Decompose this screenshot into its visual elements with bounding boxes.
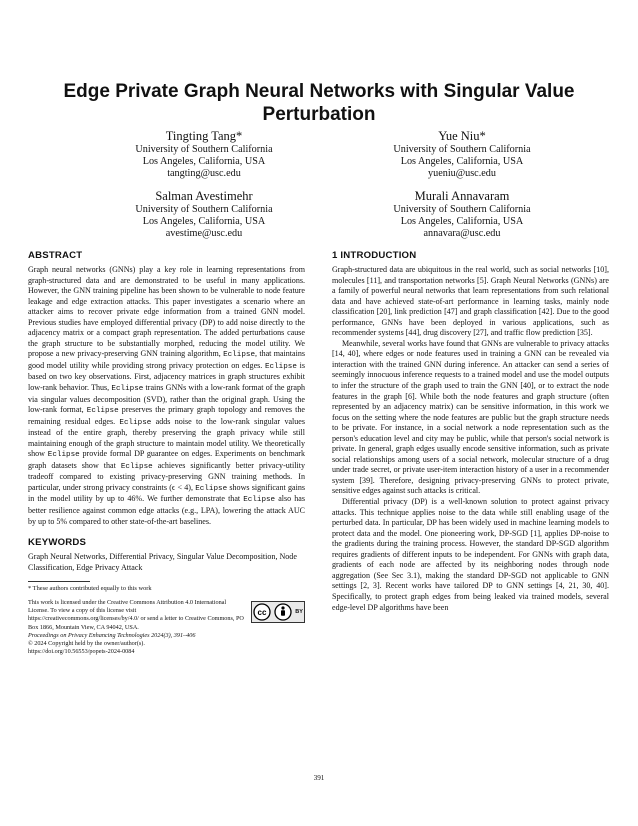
cc-by-license-badge [251, 601, 305, 623]
author-location: Los Angeles, California, USA [142, 216, 266, 228]
footnote: * These authors contributed equally to this work [28, 585, 152, 593]
paper-title: Edge Private Graph Neural Networks with Singular Value Perturbation [63, 81, 575, 125]
cc-icon [253, 603, 271, 621]
person-icon [274, 603, 292, 621]
license-block [28, 599, 305, 656]
author-block [84, 128, 324, 181]
introduction-heading: 1 INTRODUCTION [332, 250, 417, 261]
author-name: Murali Annavaram [414, 189, 510, 203]
author-affiliation: University of Southern California [393, 144, 531, 155]
left-column [28, 250, 305, 656]
author-block [342, 188, 582, 241]
svg-text:cc: cc [257, 608, 267, 618]
doi-link[interactable]: https://doi.org/10.56553/popets-2024-0084 [28, 647, 135, 655]
footnote-divider [28, 581, 90, 582]
author-location: Los Angeles, California, USA [142, 156, 266, 168]
author-location: Los Angeles, California, USA [400, 216, 524, 228]
license-text: This work is licensed under the Creative Commons Attribution 4.0 International License. To view a copy of this license visit https://creativecommons.org/licenses/by/4.0/ or send a letter to Creative Commons, PO Box 1866, Mountain View, CA 94042, USA. [28, 599, 244, 631]
author-name: Tingting Tang* [165, 129, 243, 143]
keywords-text: Graph Neural Networks, Differential Privacy, Singular Value Decomposition, Node Classification, Edge Privacy Attack [28, 552, 297, 572]
abstract-heading: ABSTRACT [28, 250, 83, 261]
intro-paragraph: Differential privacy (DP) is a well-known solution to protect against privacy attacks. This technique applies noise to the data while still enabling usage of the perturbed data. In particular, DP has been widely used in machine learning models to protect data and the model. One pioneering work, DP-SGD [1], applies DP-noise to the gradients during the training process. However, the standard DP-SGD algorithm requires gradients of different inputs to be independent. For GNNs with graph data, gradients of each node are affected by its neighboring nodes through node aggregation (See Sec 3.1), making the standard DP-SGD not applicable to GNN settings [2, 3]. Recent works have tailored DP to GNN settings [4, 21, 30, 40]. Specifically, to protect graph edges from being leaked via trained models, several edge-level DP algorithms have been [332, 497, 609, 612]
intro-paragraph: Graph-structured data are ubiquitous in the real world, such as social networks [10], molecules [11], and transportation networks [5]. Graph Neural Networks (GNNs) are a family of powerful neural networks that learn representations from such relational data and have achieved state-of-art performance in learning tasks, mainly node classification [20], link prediction [47] and graph classification [42]. Due to the good performance, GNNs have been deployed in various applications, such as recommender systems [44], drug discovery [27], and traffic flow prediction [35]. [332, 265, 609, 338]
author-block [84, 188, 324, 241]
keywords-heading: KEYWORDS [28, 537, 87, 549]
author-name: Yue Niu* [438, 129, 486, 143]
author-email: tangting@usc.edu [167, 168, 241, 180]
author-affiliation: University of Southern California [135, 204, 273, 215]
right-column [332, 250, 609, 613]
author-name: Salman Avestimehr [155, 189, 253, 203]
author-affiliation: University of Southern California [393, 204, 531, 215]
author-block [342, 128, 582, 181]
author-email: avestime@usc.edu [165, 228, 243, 240]
author-affiliation: University of Southern California [135, 144, 273, 155]
author-email: yueniu@usc.edu [428, 168, 496, 180]
author-email: annavara@usc.edu [423, 228, 501, 240]
intro-paragraph: Meanwhile, several works have found that GNNs are vulnerable to privacy attacks [14, 40], where edges or node features used in training a GNN can be revealed via interaction with the trained GNN during inference. An attacker can send a series of seemingly innocuous inference requests to a trained model and use the model outputs to infer the structure of the graph used to train the GNN [40], or to extract the node features in the graph [6]. While both the node features and graph structure (often represented by an adjacency matrix) can be sensitive information, in this work we focus on the setting where the node features are public but the graph structure needs to be private. For instance, in a social network a node representation such as the person's education level and city may be public, while that person's social network is private. In general, graph edges usually encode sensitive information, such as private social relationships among users of a social network, molecular structure of a drug under trade secret, or private user-item interaction history of a user in a recommender system [39]. Therefore, designing privacy-preserving GNNs to protect private, sensitive edges against such attacks is critical. [332, 338, 609, 496]
author-location: Los Angeles, California, USA [400, 156, 524, 168]
page-number: 391 [313, 774, 325, 782]
by-label: BY [295, 609, 303, 616]
copyright-text: © 2024 Copyright held by the owner/author(s). [28, 639, 145, 647]
abstract-text: Graph neural networks (GNNs) play a key role in learning representations from graph-structured data and are demonstrated to be useful in many applications. However, the GNN training pipeline has been shown to be vulnerable to node feature leakage and edge extraction attacks. This paper investigates a scenario where an attacker aims to recover private edge information from a trained GNN model. Previous studies have employed differential privacy (DP) to add noise directly to the adjacency matrix or a compact graph representation. The added perturbations cause the graph structure to be substantially morphed, reducing the model utility. We propose a new privacy-preserving GNN training algorithm, Eclipse, that maintains good model utility while providing strong privacy protection on edges. Eclipse is based on two key observations. First, adjacency matrices in graph structures exhibit low-rank behavior. Thus, Eclipse trains GNNs with a low-rank format of the graph via singular values decomposition (SVD), rather than the original graph. Using the low-rank format, Eclipse preserves the primary graph topology and removes the remaining residual edges. Eclipse adds noise to the low-rank singular values instead of the entire graph, thereby preserving the graph privacy while still maintaining enough of the graph structure to maintain model utility. We theoretically show Eclipse provide formal DP guarantee on edges. Experiments on benchmark graph datasets show that Eclipse achieves significantly better privacy-utility tradeoff compared to existing privacy-preserving GNN training methods. In particular, under strong privacy constraints (ϵ < 4), Eclipse shows significant gains in the model utility by up to 46%. We further demonstrate that Eclipse also has better resilience against common edge attacks (e.g., LPA), lowering the attack AUC by up to 5% compared to other state-of-the-art baselines. [28, 265, 306, 526]
proceedings-text: Proceedings on Privacy Enhancing Technologies 2024(3), 391–406 [28, 631, 196, 639]
